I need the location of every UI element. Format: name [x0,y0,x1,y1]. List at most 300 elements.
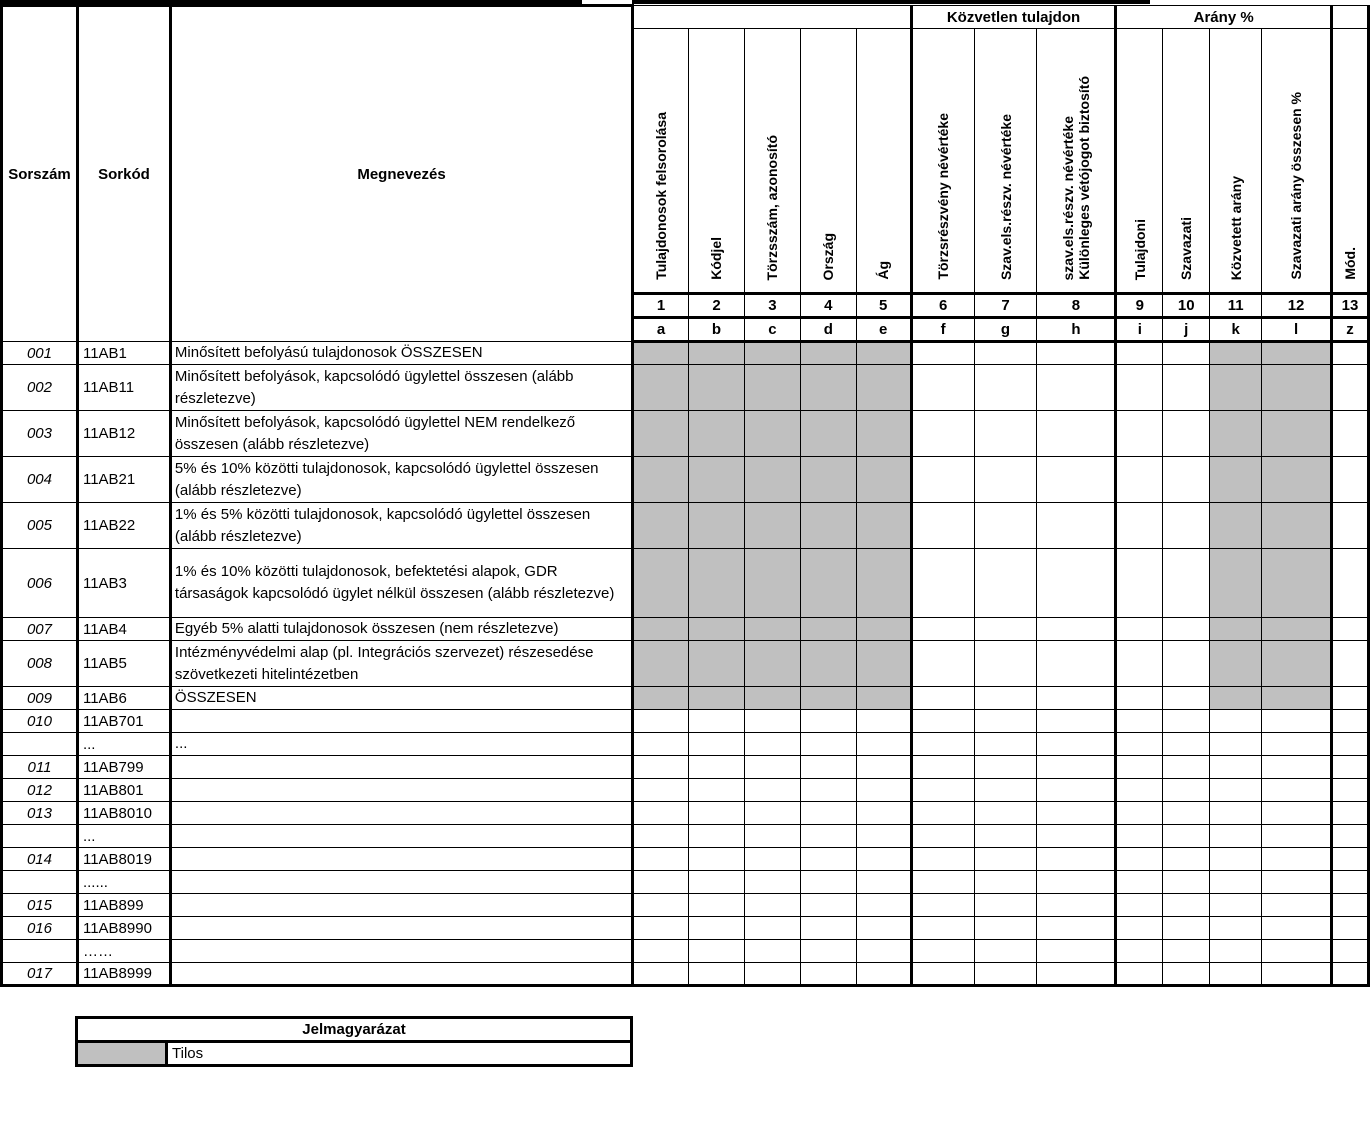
data-cell[interactable] [974,641,1037,687]
data-cell[interactable] [911,618,974,641]
data-cell[interactable] [1210,411,1262,457]
data-cell[interactable] [856,411,911,457]
data-cell[interactable] [633,894,689,917]
data-cell[interactable] [1262,710,1332,733]
data-cell[interactable] [689,848,745,871]
data-cell[interactable] [800,756,856,779]
data-cell[interactable] [800,549,856,618]
data-cell[interactable] [1037,549,1116,618]
data-cell[interactable] [911,917,974,940]
data-cell[interactable] [1163,687,1210,710]
data-cell[interactable] [1037,802,1116,825]
data-cell[interactable] [1331,802,1368,825]
data-cell[interactable] [856,756,911,779]
data-cell[interactable] [856,940,911,963]
data-cell[interactable] [974,342,1037,365]
data-cell[interactable] [856,871,911,894]
data-cell[interactable] [1262,503,1332,549]
data-cell[interactable] [800,871,856,894]
data-cell[interactable] [1262,457,1332,503]
data-cell[interactable] [911,779,974,802]
data-cell[interactable] [800,733,856,756]
data-cell[interactable] [1037,342,1116,365]
data-cell[interactable] [744,917,800,940]
data-cell[interactable] [1210,802,1262,825]
data-cell[interactable] [974,940,1037,963]
data-cell[interactable] [974,779,1037,802]
data-cell[interactable] [856,641,911,687]
data-cell[interactable] [800,825,856,848]
data-cell[interactable] [911,503,974,549]
row-sorkod: 11AB4 [77,618,170,641]
data-cell[interactable] [974,503,1037,549]
data-cell[interactable] [1210,641,1262,687]
data-cell[interactable] [1163,940,1210,963]
table-row [2,710,1369,733]
data-cell[interactable] [1163,549,1210,618]
data-cell[interactable] [633,411,689,457]
data-cell[interactable] [974,733,1037,756]
data-cell[interactable] [1116,687,1163,710]
data-cell[interactable] [1163,618,1210,641]
data-cell[interactable] [856,802,911,825]
legend-label-tilos: Tilos [167,1042,632,1066]
data-cell[interactable] [744,549,800,618]
data-cell[interactable] [1331,411,1368,457]
data-cell[interactable] [1262,549,1332,618]
data-cell[interactable] [911,940,974,963]
data-cell[interactable] [856,710,911,733]
data-cell[interactable] [744,342,800,365]
data-cell[interactable] [689,756,745,779]
data-cell[interactable] [1116,710,1163,733]
data-cell[interactable] [1262,756,1332,779]
data-cell[interactable] [633,756,689,779]
data-cell[interactable] [1262,641,1332,687]
data-cell[interactable] [856,457,911,503]
data-cell[interactable] [689,917,745,940]
data-cell[interactable] [1210,963,1262,986]
data-cell[interactable] [1163,825,1210,848]
data-cell[interactable] [1116,894,1163,917]
data-cell[interactable] [1210,457,1262,503]
data-cell[interactable] [800,342,856,365]
data-cell[interactable] [689,411,745,457]
data-cell[interactable] [1037,411,1116,457]
data-cell[interactable] [1163,917,1210,940]
data-cell[interactable] [1163,710,1210,733]
data-cell[interactable] [1116,618,1163,641]
data-cell[interactable] [856,894,911,917]
data-cell[interactable] [1210,871,1262,894]
data-cell[interactable] [689,802,745,825]
data-cell[interactable] [689,503,745,549]
data-cell[interactable] [744,940,800,963]
data-cell[interactable] [1163,733,1210,756]
data-cell[interactable] [1210,825,1262,848]
row-sorszam: 004 [2,457,78,503]
data-cell[interactable] [974,802,1037,825]
data-cell[interactable] [800,710,856,733]
data-cell[interactable] [1037,710,1116,733]
data-cell[interactable] [1116,871,1163,894]
header-col-label: Közvetett arány [1227,175,1244,280]
data-cell[interactable] [689,549,745,618]
data-cell[interactable] [856,549,911,618]
data-cell[interactable] [1116,641,1163,687]
data-cell[interactable] [974,411,1037,457]
data-cell[interactable] [800,687,856,710]
data-cell[interactable] [744,641,800,687]
data-cell[interactable] [633,825,689,848]
data-cell[interactable] [1037,687,1116,710]
data-cell[interactable] [744,733,800,756]
data-cell[interactable] [689,618,745,641]
header-col-letter: h [1037,318,1116,342]
header-col-label: Kódjel [708,237,725,280]
data-cell[interactable] [974,710,1037,733]
table-row [2,802,1369,825]
data-cell[interactable] [1116,940,1163,963]
data-cell[interactable] [1116,963,1163,986]
data-cell[interactable] [633,940,689,963]
data-cell[interactable] [1262,342,1332,365]
row-megnevezes: Egyéb 5% alatti tulajdonosok összesen (nem részletezve) [170,618,632,641]
data-cell[interactable] [744,503,800,549]
data-cell[interactable] [856,848,911,871]
row-sorkod: 11AB799 [77,756,170,779]
data-cell[interactable] [633,802,689,825]
data-cell[interactable] [800,503,856,549]
data-cell[interactable] [911,894,974,917]
row-sorkod: 11AB12 [77,411,170,457]
data-cell[interactable] [1210,710,1262,733]
header-col-13 [1331,29,1368,294]
data-cell[interactable] [1210,848,1262,871]
data-cell[interactable] [1262,940,1332,963]
data-cell[interactable] [689,871,745,894]
data-cell[interactable] [744,687,800,710]
data-cell[interactable] [1116,825,1163,848]
data-cell[interactable] [974,457,1037,503]
data-cell[interactable] [856,618,911,641]
data-cell[interactable] [633,779,689,802]
data-cell[interactable] [744,848,800,871]
data-cell[interactable] [1331,365,1368,411]
data-cell[interactable] [633,733,689,756]
data-cell[interactable] [1163,411,1210,457]
data-cell[interactable] [1331,687,1368,710]
data-cell[interactable] [1037,848,1116,871]
data-cell[interactable] [1331,641,1368,687]
data-cell[interactable] [1116,779,1163,802]
header-col-9 [1116,29,1163,294]
data-cell[interactable] [1331,756,1368,779]
data-cell[interactable] [856,733,911,756]
data-cell[interactable] [689,687,745,710]
data-cell[interactable] [1163,779,1210,802]
data-cell[interactable] [911,342,974,365]
data-cell[interactable] [1210,365,1262,411]
data-cell[interactable] [633,641,689,687]
data-cell[interactable] [633,963,689,986]
data-cell[interactable] [1262,894,1332,917]
data-cell[interactable] [1331,848,1368,871]
data-cell[interactable] [689,940,745,963]
data-cell[interactable] [689,365,745,411]
data-cell[interactable] [1116,342,1163,365]
data-cell[interactable] [1331,963,1368,986]
data-cell[interactable] [1116,411,1163,457]
data-cell[interactable] [1163,963,1210,986]
data-cell[interactable] [1262,365,1332,411]
data-cell[interactable] [1331,733,1368,756]
data-cell[interactable] [1210,687,1262,710]
data-cell[interactable] [800,641,856,687]
data-cell[interactable] [1163,756,1210,779]
data-cell[interactable] [1163,871,1210,894]
data-cell[interactable] [856,503,911,549]
data-cell[interactable] [1037,917,1116,940]
data-cell[interactable] [800,917,856,940]
data-cell[interactable] [1262,779,1332,802]
data-cell[interactable] [744,871,800,894]
data-cell[interactable] [1163,894,1210,917]
data-cell[interactable] [633,549,689,618]
row-megnevezes [170,848,632,871]
data-cell[interactable] [744,411,800,457]
data-cell[interactable] [1262,963,1332,986]
data-cell[interactable] [1331,940,1368,963]
data-cell[interactable] [911,733,974,756]
data-cell[interactable] [1210,503,1262,549]
data-cell[interactable] [1116,917,1163,940]
data-cell[interactable] [744,779,800,802]
header-col-number: 3 [744,294,800,318]
row-sorkod: 11AB8999 [77,963,170,986]
data-cell[interactable] [974,618,1037,641]
data-cell[interactable] [1331,894,1368,917]
header-col-4 [800,29,856,294]
data-cell[interactable] [689,894,745,917]
data-cell[interactable] [1262,848,1332,871]
data-cell[interactable] [911,457,974,503]
data-cell[interactable] [974,963,1037,986]
data-cell[interactable] [856,779,911,802]
data-cell[interactable] [800,618,856,641]
data-cell[interactable] [911,802,974,825]
data-cell[interactable] [1037,618,1116,641]
row-megnevezes [170,825,632,848]
data-cell[interactable] [689,457,745,503]
data-cell[interactable] [974,756,1037,779]
data-cell[interactable] [1331,618,1368,641]
data-cell[interactable] [1116,503,1163,549]
data-cell[interactable] [1331,342,1368,365]
data-cell[interactable] [1037,825,1116,848]
header-col-letter: k [1210,318,1262,342]
data-cell[interactable] [1331,457,1368,503]
data-cell[interactable] [974,825,1037,848]
data-cell[interactable] [856,963,911,986]
data-cell[interactable] [911,710,974,733]
data-cell[interactable] [689,825,745,848]
data-cell[interactable] [1210,756,1262,779]
data-cell[interactable] [1116,756,1163,779]
data-cell[interactable] [911,411,974,457]
data-cell[interactable] [800,963,856,986]
data-cell[interactable] [1210,940,1262,963]
data-cell[interactable] [744,457,800,503]
data-cell[interactable] [1116,365,1163,411]
data-cell[interactable] [744,365,800,411]
data-cell[interactable] [1163,848,1210,871]
data-cell[interactable] [689,779,745,802]
data-cell[interactable] [911,756,974,779]
data-cell[interactable] [856,365,911,411]
data-cell[interactable] [633,618,689,641]
data-cell[interactable] [911,641,974,687]
row-sorkod: 11AB8019 [77,848,170,871]
data-cell[interactable] [1037,641,1116,687]
data-cell[interactable] [974,871,1037,894]
data-cell[interactable] [1210,917,1262,940]
data-cell[interactable] [1331,825,1368,848]
data-cell[interactable] [1210,894,1262,917]
data-cell[interactable] [1163,641,1210,687]
data-cell[interactable] [974,848,1037,871]
row-sorszam [2,940,78,963]
data-cell[interactable] [1163,503,1210,549]
data-cell[interactable] [800,802,856,825]
data-cell[interactable] [1262,825,1332,848]
data-cell[interactable] [689,710,745,733]
data-cell[interactable] [1331,710,1368,733]
data-cell[interactable] [689,641,745,687]
data-cell[interactable] [1210,549,1262,618]
data-cell[interactable] [1116,802,1163,825]
data-cell[interactable] [1262,618,1332,641]
data-cell[interactable] [1037,365,1116,411]
data-cell[interactable] [1037,457,1116,503]
table-row [2,618,1369,641]
data-cell[interactable] [800,457,856,503]
data-cell[interactable] [1210,342,1262,365]
data-cell[interactable] [974,687,1037,710]
data-cell[interactable] [1037,756,1116,779]
data-cell[interactable] [800,411,856,457]
data-cell[interactable] [911,871,974,894]
data-cell[interactable] [911,963,974,986]
data-cell[interactable] [1262,687,1332,710]
data-cell[interactable] [856,342,911,365]
data-cell[interactable] [633,871,689,894]
data-cell[interactable] [1163,365,1210,411]
data-cell[interactable] [744,802,800,825]
header-col-label: Törzsrészvény névértéke [935,113,952,280]
data-cell[interactable] [633,687,689,710]
data-cell[interactable] [911,825,974,848]
data-cell[interactable] [744,963,800,986]
data-cell[interactable] [633,848,689,871]
data-cell[interactable] [744,825,800,848]
data-cell[interactable] [856,825,911,848]
data-cell[interactable] [1037,733,1116,756]
data-cell[interactable] [1331,917,1368,940]
data-cell[interactable] [974,894,1037,917]
data-cell[interactable] [856,687,911,710]
data-cell[interactable] [1116,457,1163,503]
data-cell[interactable] [974,917,1037,940]
data-cell[interactable] [744,756,800,779]
data-cell[interactable] [633,917,689,940]
data-cell[interactable] [800,894,856,917]
data-cell[interactable] [1116,733,1163,756]
data-cell[interactable] [1163,802,1210,825]
data-cell[interactable] [689,733,745,756]
data-cell[interactable] [1037,940,1116,963]
data-cell[interactable] [1037,503,1116,549]
data-cell[interactable] [633,457,689,503]
data-cell[interactable] [1262,871,1332,894]
header-col-letter: l [1262,318,1332,342]
data-cell[interactable] [1037,894,1116,917]
data-cell[interactable] [1163,342,1210,365]
data-cell[interactable] [1210,733,1262,756]
data-cell[interactable] [1262,733,1332,756]
data-cell[interactable] [911,549,974,618]
data-cell[interactable] [800,848,856,871]
data-cell[interactable] [744,710,800,733]
data-cell[interactable] [1210,779,1262,802]
data-cell[interactable] [1037,779,1116,802]
data-cell[interactable] [1331,779,1368,802]
data-cell[interactable] [1116,848,1163,871]
data-cell[interactable] [800,940,856,963]
data-cell[interactable] [744,894,800,917]
data-cell[interactable] [911,848,974,871]
data-cell[interactable] [689,342,745,365]
data-cell[interactable] [1331,549,1368,618]
data-cell[interactable] [856,917,911,940]
data-cell[interactable] [1331,871,1368,894]
data-cell[interactable] [633,365,689,411]
data-cell[interactable] [974,549,1037,618]
header-col-label: Szavazati [1178,216,1195,280]
data-cell[interactable] [974,365,1037,411]
header-col-5 [856,29,911,294]
data-cell[interactable] [633,710,689,733]
data-cell[interactable] [744,618,800,641]
table-row [2,549,1369,618]
data-cell[interactable] [1262,917,1332,940]
data-cell[interactable] [1210,618,1262,641]
data-cell[interactable] [1262,802,1332,825]
data-cell[interactable] [1116,549,1163,618]
data-cell[interactable] [911,365,974,411]
data-cell[interactable] [633,503,689,549]
data-cell[interactable] [633,342,689,365]
data-cell[interactable] [800,365,856,411]
data-cell[interactable] [1262,411,1332,457]
data-cell[interactable] [1037,871,1116,894]
data-cell[interactable] [689,963,745,986]
data-cell[interactable] [800,779,856,802]
data-cell[interactable] [1163,457,1210,503]
data-cell[interactable] [1331,503,1368,549]
data-cell[interactable] [911,687,974,710]
data-cell[interactable] [1037,963,1116,986]
